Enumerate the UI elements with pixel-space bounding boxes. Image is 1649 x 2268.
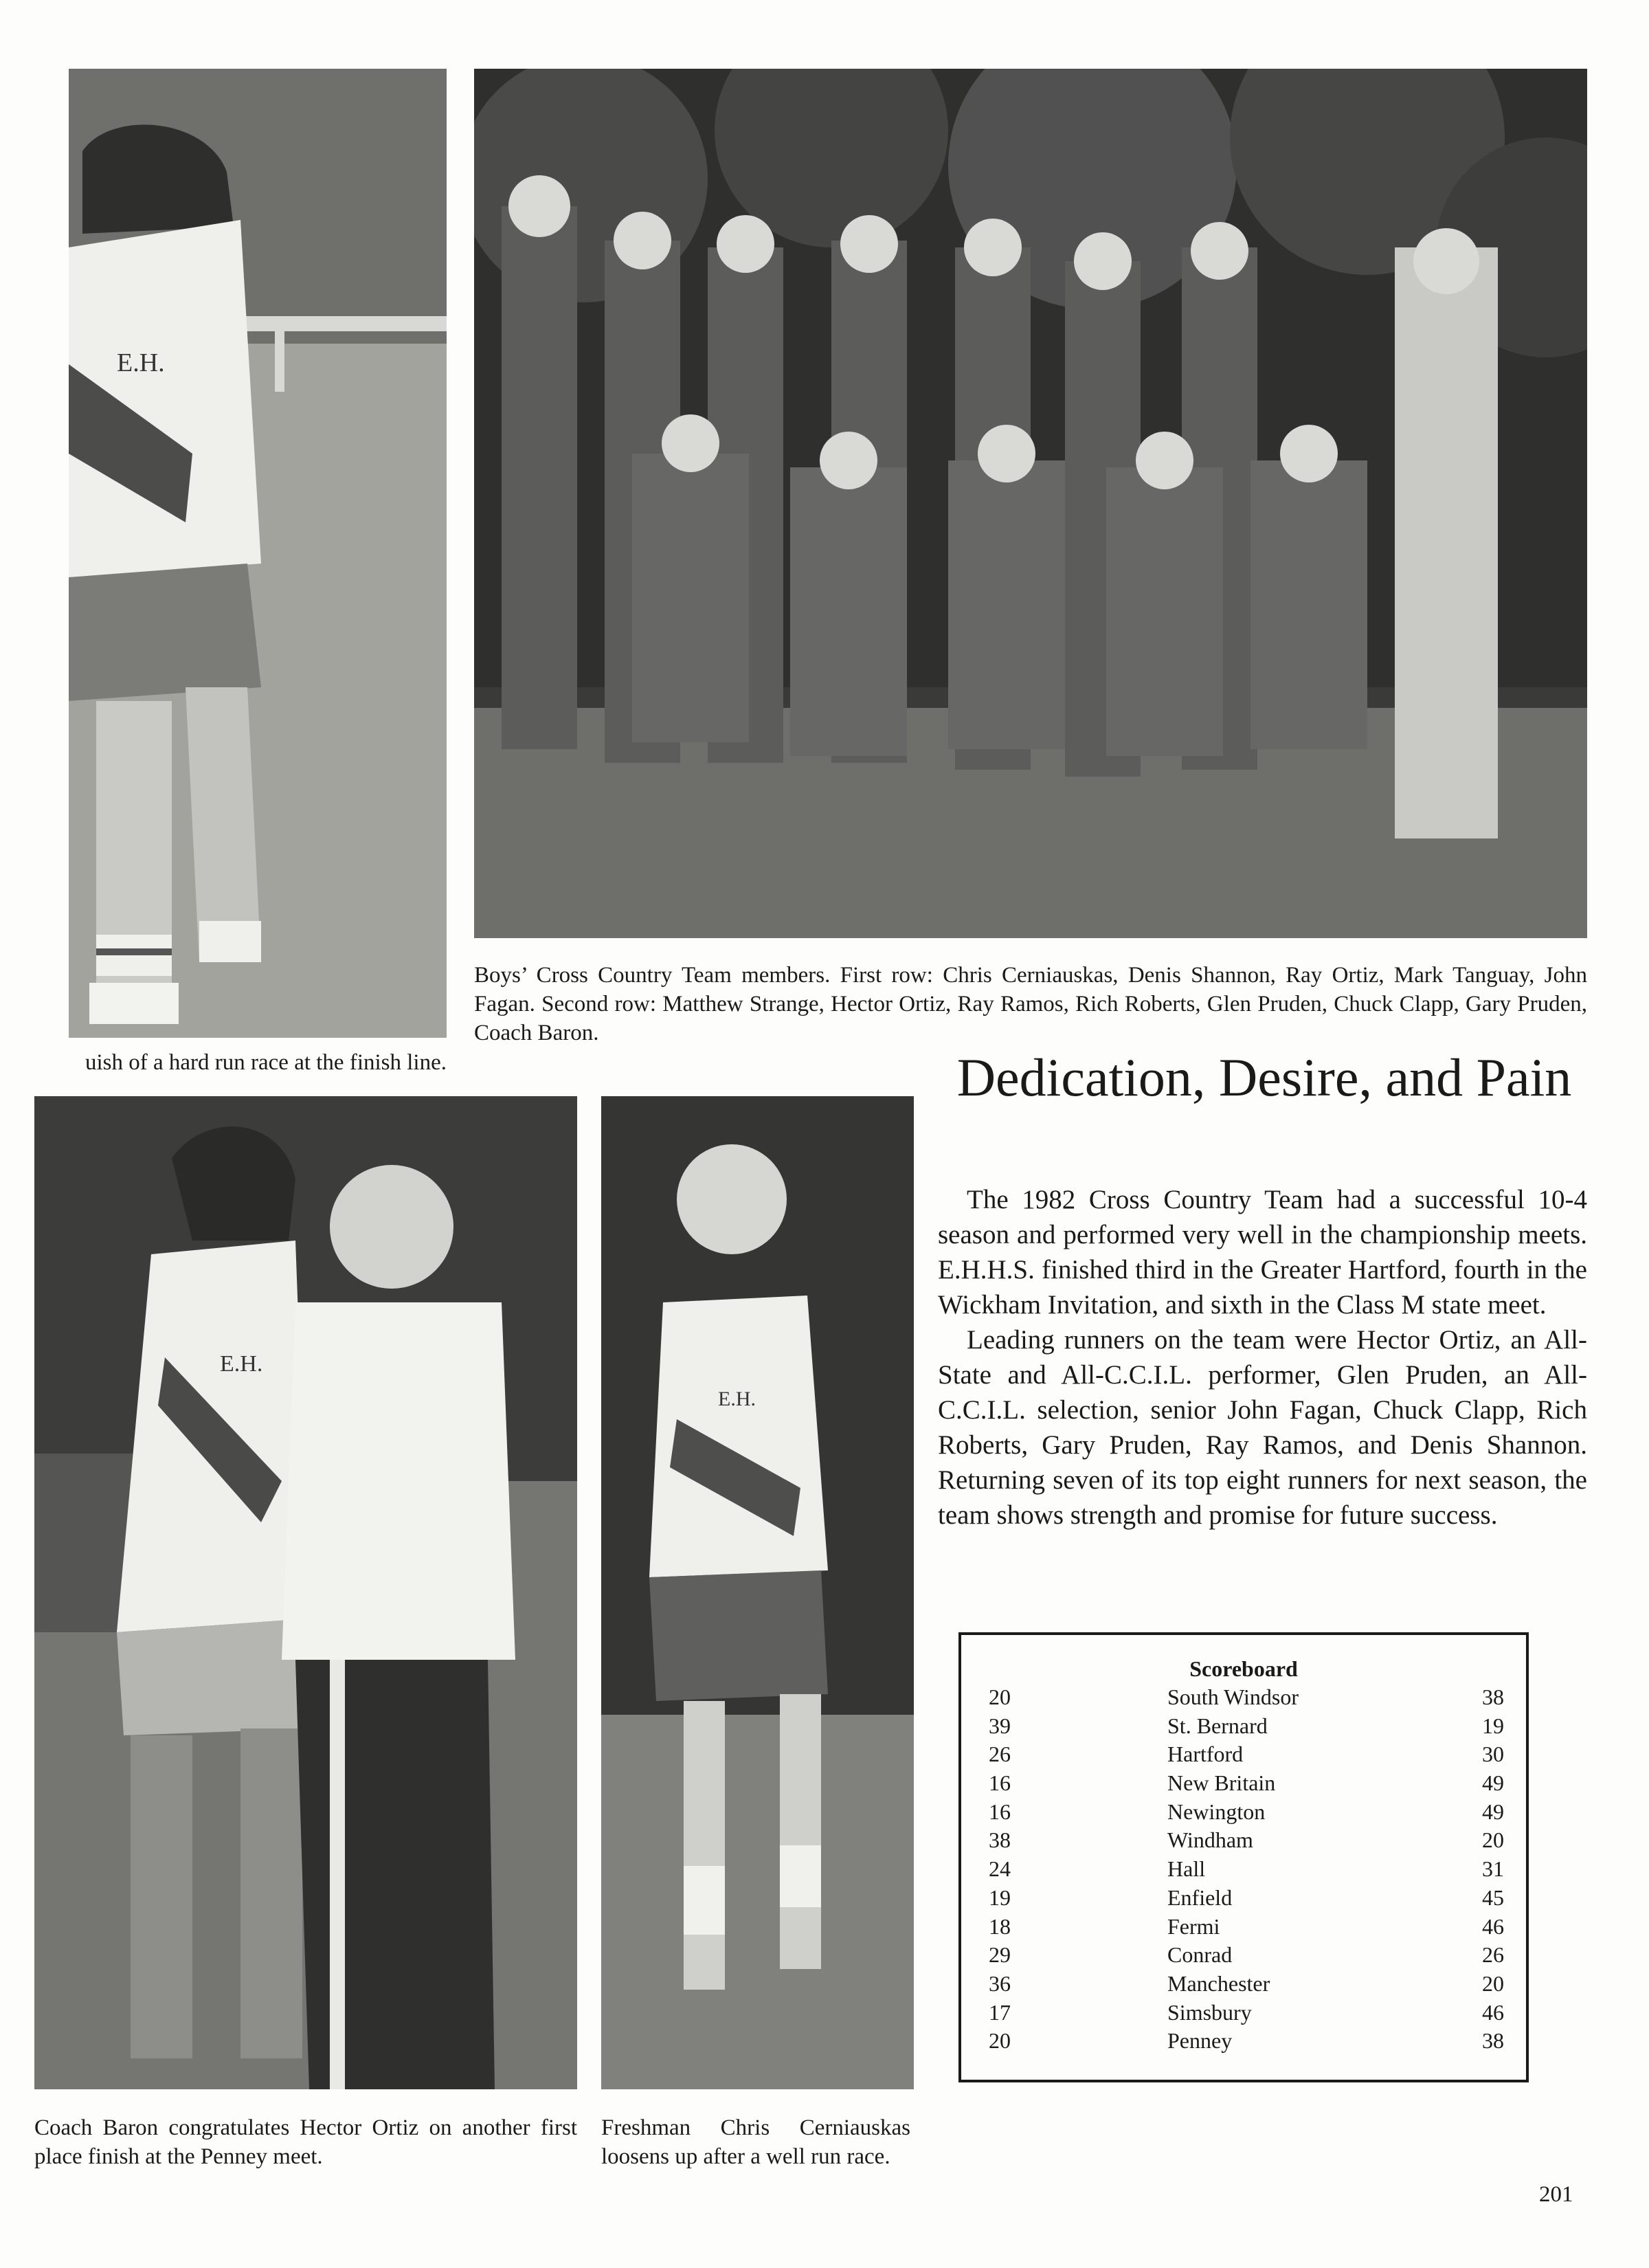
eh-score: 29: [989, 1942, 1011, 1968]
opponent-name: Penney: [1167, 2028, 1233, 2054]
finish-photo-caption: uish of a hard run race at the finish line.: [85, 1050, 447, 1075]
opponent-name: Enfield: [1167, 1885, 1233, 1910]
eh-score: 26: [989, 1742, 1011, 1767]
eh-score: 16: [989, 1770, 1011, 1796]
article-paragraph: The 1982 Cross Country Team had a successful 10-4 season and performed very well in the championship meets. E.H.H.S. finished third in the Greater Hartford, fourth in the Wickham Invitation, and sixth in the Class M state meet.: [938, 1185, 1587, 1320]
eh-score: 16: [989, 1799, 1011, 1824]
opponent-name: New Britain: [1167, 1770, 1276, 1796]
opponent-name: Simsbury: [1167, 1999, 1252, 2025]
opponent-score: 38: [1482, 1685, 1504, 1709]
opponent-name: Fermi: [1167, 1913, 1220, 1939]
opponent-name: Manchester: [1167, 1970, 1270, 1996]
scoreboard-row: [989, 1970, 1504, 1999]
opponent-score: 46: [1482, 1913, 1504, 1939]
photo-coach-congratulates: [34, 1096, 577, 2089]
scoreboard-row: [989, 1769, 1504, 1798]
eh-score: 20: [989, 1685, 1011, 1709]
opponent-name: Hartford: [1167, 1742, 1244, 1767]
photo-runner-finish-line: [69, 69, 447, 1038]
eh-score: 24: [989, 1856, 1011, 1882]
eh-score: 19: [989, 1885, 1011, 1910]
eh-score: 36: [989, 1970, 1011, 1996]
opponent-name: Newington: [1167, 1799, 1266, 1824]
freshman-illustration: [601, 1096, 914, 2089]
article-body: [938, 1182, 1587, 1533]
scoreboard-row: [989, 1683, 1504, 1712]
photo-team-group: [474, 69, 1587, 938]
scoreboard-rows: [989, 1683, 1504, 2056]
team-photo-caption: Boys’ Cross Country Team members. First row: Chris Cerniauskas, Denis Shannon, Ray Ortiz, Mark Tanguay, John Fagan. Second row: Matthew Strange, Hector Ortiz, Ray Ramos, Rich Roberts, Glen Pruden, Chuck Clapp, Gary Pruden, Coach Baron.: [474, 963, 1587, 1045]
scoreboard-row: [989, 1855, 1504, 1884]
freshman-photo-caption: Freshman Chris Cerniauskas loosens up after a well run race.: [601, 2115, 910, 2169]
opponent-name: South Windsor: [1167, 1685, 1299, 1709]
scoreboard-row: [989, 1884, 1504, 1913]
scoreboard-title: Scoreboard: [1189, 1656, 1298, 1681]
opponent-score: 20: [1482, 1970, 1504, 1996]
opponent-score: 30: [1482, 1742, 1504, 1767]
scoreboard: [958, 1632, 1529, 2082]
opponent-name: Hall: [1167, 1856, 1206, 1882]
opponent-name: St. Bernard: [1167, 1713, 1268, 1738]
photo-freshman-runner: [601, 1096, 914, 2089]
article-headline: Dedication, Desire, and Pain: [956, 1047, 1572, 1107]
scoreboard-row: [989, 1941, 1504, 1970]
opponent-score: 49: [1482, 1799, 1504, 1824]
runner-finish-illustration: [69, 69, 447, 1038]
coach-runner-illustration: [34, 1096, 577, 2089]
opponent-name: Windham: [1167, 1827, 1253, 1853]
opponent-score: 38: [1482, 2028, 1504, 2054]
page-number: 201: [1539, 2182, 1573, 2207]
scoreboard-row: [989, 1826, 1504, 1855]
opponent-score: 31: [1482, 1856, 1504, 1882]
scoreboard-row: [989, 1712, 1504, 1741]
eh-score: 17: [989, 1999, 1011, 2025]
coach-photo-jersey-text: E.H.: [220, 1351, 263, 1377]
scoreboard-row: [989, 1999, 1504, 2027]
opponent-score: 26: [1482, 1942, 1504, 1968]
scoreboard-row: [989, 1740, 1504, 1769]
opponent-name: Conrad: [1167, 1942, 1233, 1968]
finish-jersey-text: E.H.: [117, 348, 165, 377]
scoreboard-row: [989, 2027, 1504, 2056]
opponent-score: 20: [1482, 1827, 1504, 1853]
eh-score: 18: [989, 1913, 1011, 1939]
scoreboard-row: [989, 1798, 1504, 1827]
freshman-jersey-text: E.H.: [718, 1388, 756, 1410]
opponent-score: 45: [1482, 1885, 1504, 1910]
coach-photo-caption: Coach Baron congratulates Hector Ortiz on another first place finish at the Penney meet.: [34, 2115, 577, 2169]
article-paragraph: Leading runners on the team were Hector Ortiz, an All-State and All-C.C.I.L. performer, Glen Pruden, an All-C.C.I.L. selection, senior John Fagan, Chuck Clapp, Rich Roberts, Gary Pruden, Ray Ramos, and Denis Shannon. Returning seven of its top eight runners for next season, the team shows strength and promise for future success.: [938, 1325, 1587, 1530]
opponent-score: 49: [1482, 1770, 1504, 1796]
opponent-score: 46: [1482, 1999, 1504, 2025]
opponent-score: 19: [1482, 1713, 1504, 1738]
scoreboard-row: [989, 1913, 1504, 1942]
eh-score: 38: [989, 1827, 1011, 1853]
team-group-illustration: [474, 69, 1587, 938]
eh-score: 20: [989, 2028, 1011, 2054]
eh-score: 39: [989, 1713, 1011, 1738]
